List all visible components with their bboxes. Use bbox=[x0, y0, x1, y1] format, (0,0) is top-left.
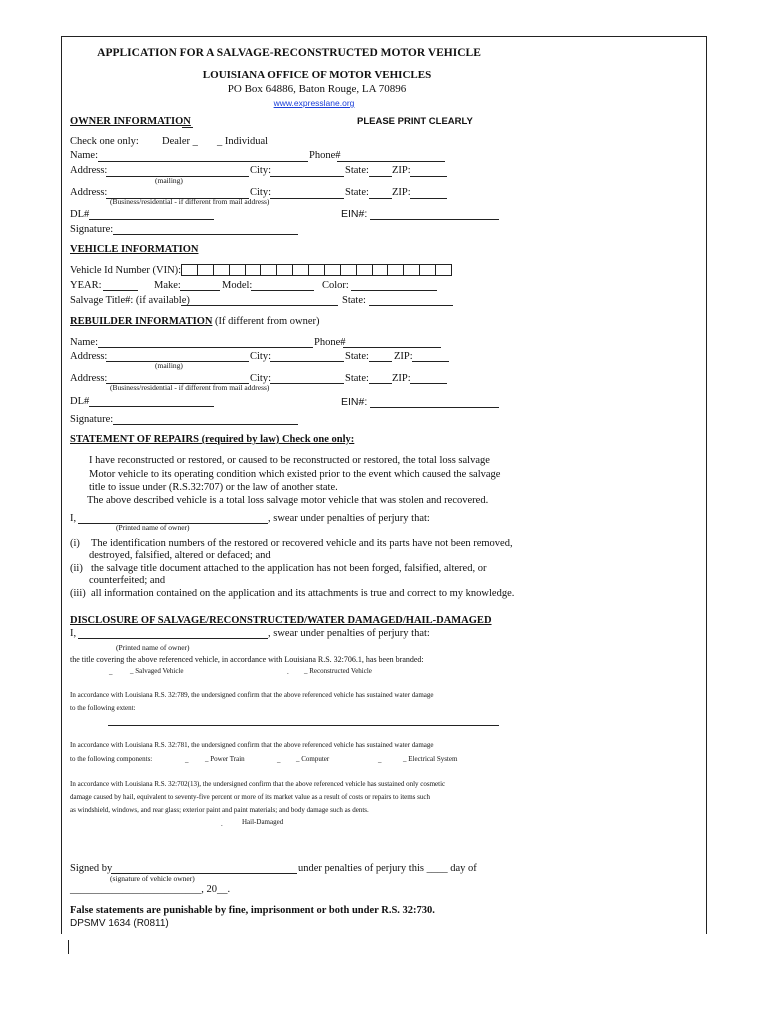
vehicle-state-field[interactable] bbox=[369, 305, 453, 306]
signed-by-label: Signed by bbox=[70, 863, 113, 874]
owner-dl-label: DL# bbox=[70, 209, 90, 220]
model-label: Model: bbox=[222, 280, 253, 291]
disclosure-swear-suffix: , swear under penalties of perjury that: bbox=[268, 628, 430, 639]
color-label: Color: bbox=[322, 280, 349, 291]
vin-cell[interactable] bbox=[357, 265, 373, 275]
vehicle-state-label: State: bbox=[342, 295, 366, 306]
rebuilder-ein-label: EIN#: bbox=[341, 396, 368, 408]
owner-name-label: Name: bbox=[70, 150, 98, 161]
owner-state2-label: State: bbox=[345, 187, 369, 198]
vin-cell[interactable] bbox=[261, 265, 277, 275]
rebuilder-city-field[interactable] bbox=[270, 361, 344, 362]
item-i-line2: destroyed, falsified, altered or defaced; and bbox=[89, 550, 271, 561]
rebuilder-address2-label: Address: bbox=[70, 373, 108, 384]
rebuilder-zip2-field[interactable] bbox=[410, 383, 447, 384]
owner-address-label: Address: bbox=[70, 165, 108, 176]
disclosure-section-heading: DISCLOSURE OF SALVAGE/RECONSTRUCTED/WATER DAMAGED/HAIL-DAMAGED bbox=[70, 615, 492, 626]
rebuilder-phone-field[interactable] bbox=[343, 347, 441, 348]
owner-address2-label: Address: bbox=[70, 187, 108, 198]
rebuilder-signature-label: Signature: bbox=[70, 414, 114, 425]
rebuilder-city2-field[interactable] bbox=[270, 383, 344, 384]
rebuilder-phone-label: Phone# bbox=[314, 337, 346, 348]
vin-cell[interactable] bbox=[182, 265, 198, 275]
check-one-label: Check one only: bbox=[70, 136, 139, 147]
color-field[interactable] bbox=[351, 290, 437, 291]
rebuilder-dl-field[interactable] bbox=[89, 406, 214, 407]
warning-text: False statements are punishable by fine, imprisonment or both under R.S. 32:730. bbox=[70, 905, 435, 916]
disclosure-swear-prefix: I, bbox=[70, 628, 77, 639]
vin-cell[interactable] bbox=[436, 265, 451, 275]
reconstructed-marker[interactable]: . bbox=[287, 668, 289, 676]
rebuilder-zip-field[interactable] bbox=[412, 361, 449, 362]
repairs-section-heading: STATEMENT OF REPAIRS (required by law) Check one only: bbox=[70, 434, 355, 445]
repairs-para1-line2: Motor vehicle to its operating condition which existed prior to the event which caused the salvage bbox=[89, 469, 501, 480]
rebuilder-state-label: State: bbox=[345, 351, 369, 362]
components-text2: to the following components: bbox=[70, 755, 153, 763]
owner-city2-label: City: bbox=[250, 187, 272, 198]
electrical-marker[interactable]: _ bbox=[378, 756, 382, 764]
repairs-swear-suffix: , swear under penalties of perjury that: bbox=[268, 513, 430, 524]
perjury-day-text: under penalties of perjury this ____ day of bbox=[298, 863, 477, 874]
date-line[interactable]: _________________________, 20__. bbox=[70, 884, 231, 895]
owner-zip-label: ZIP: bbox=[392, 165, 411, 176]
owner-state-label: State: bbox=[345, 165, 369, 176]
owner-section-heading: OWNER INFORMATION bbox=[70, 116, 191, 127]
owner-signature-field[interactable] bbox=[113, 234, 298, 235]
power-train-option[interactable]: _ Power Train bbox=[205, 755, 245, 763]
hail-text3: as windshield, windows, and rear glass; exterior paint and paint materials; and body damage such as dents. bbox=[70, 806, 369, 814]
rebuilder-section-heading: REBUILDER INFORMATION bbox=[70, 316, 213, 327]
owner-zip-field[interactable] bbox=[410, 176, 447, 177]
vin-cell[interactable] bbox=[198, 265, 214, 275]
power-train-marker[interactable]: _ bbox=[185, 756, 189, 764]
owner-city2-field[interactable] bbox=[270, 198, 344, 199]
rebuilder-subheading: (If different from owner) bbox=[215, 316, 320, 327]
rebuilder-zip-label: ZIP: bbox=[394, 351, 413, 362]
rebuilder-mailing-note: (mailing) bbox=[155, 361, 183, 370]
vin-cell[interactable] bbox=[404, 265, 420, 275]
vehicle-section-heading: VEHICLE INFORMATION bbox=[70, 244, 199, 255]
model-field[interactable] bbox=[251, 290, 314, 291]
item-ii-line1: the salvage title document attached to the application has not been forged, falsified, altered, or bbox=[91, 563, 487, 574]
dealer-option[interactable]: Dealer _ bbox=[162, 136, 198, 147]
repairs-para1-line1: I have reconstructed or restored, or caused to be reconstructed or restored, the total loss salvage bbox=[89, 455, 490, 466]
item-ii-marker: (ii) bbox=[70, 563, 83, 574]
signature-owner-note: (signature of vehicle owner) bbox=[110, 874, 195, 883]
vin-cell[interactable] bbox=[373, 265, 389, 275]
branded-text: the title covering the above referenced vehicle, in accordance with Louisiana R.S. 32:706.1, has been branded: bbox=[70, 655, 424, 664]
rebuilder-ein-field[interactable] bbox=[370, 407, 499, 408]
repairs-printed-name-note: (Printed name of owner) bbox=[116, 523, 190, 532]
owner-business-note: (Business/residential - if different from mail address) bbox=[110, 197, 270, 206]
owner-zip2-field[interactable] bbox=[410, 198, 447, 199]
owner-ein-label: EIN#: bbox=[341, 208, 368, 220]
year-label: YEAR: bbox=[70, 280, 102, 291]
owner-state-field[interactable] bbox=[369, 176, 392, 177]
rebuilder-city-label: City: bbox=[250, 351, 272, 362]
vin-cell[interactable] bbox=[246, 265, 262, 275]
vin-label: Vehicle Id Number (VIN): bbox=[70, 265, 182, 276]
hail-damaged-option[interactable]: Hail-Damaged bbox=[242, 818, 284, 826]
rebuilder-state-field[interactable] bbox=[369, 361, 392, 362]
vin-cell[interactable] bbox=[325, 265, 341, 275]
repairs-para2: The above described vehicle is a total loss salvage motor vehicle that was stolen and recovered. bbox=[87, 495, 489, 506]
form-title: APPLICATION FOR A SALVAGE-RECONSTRUCTED MOTOR VEHICLE bbox=[97, 47, 481, 59]
reconstructed-vehicle-option[interactable]: _ Reconstructed Vehicle bbox=[304, 667, 372, 675]
vin-cell[interactable] bbox=[214, 265, 230, 275]
salvage-title-label: Salvage Title#: (if available) bbox=[70, 295, 190, 306]
owner-mailing-note: (mailing) bbox=[155, 176, 183, 185]
make-label: Make: bbox=[154, 280, 181, 291]
rebuilder-business-note: (Business/residential - if different from mail address) bbox=[110, 383, 270, 392]
rebuilder-zip2-label: ZIP: bbox=[392, 373, 411, 384]
water-extent-field[interactable] bbox=[108, 725, 499, 726]
rebuilder-signature-field[interactable] bbox=[113, 424, 298, 425]
vin-cell[interactable] bbox=[293, 265, 309, 275]
owner-phone-field[interactable] bbox=[337, 161, 445, 162]
owner-phone-label: Phone# bbox=[309, 150, 341, 161]
vin-cell[interactable] bbox=[309, 265, 325, 275]
item-i-line1: The identification numbers of the restored or recovered vehicle and its parts have not been removed, bbox=[91, 538, 513, 549]
rebuilder-city2-label: City: bbox=[250, 373, 272, 384]
computer-marker[interactable]: _ bbox=[277, 756, 281, 764]
item-iii-line1: all information contained on the application and its attachments is true and correct to my knowledge. bbox=[91, 588, 515, 599]
website-link[interactable]: www.expresslane.org bbox=[273, 98, 355, 108]
water-damage-text1: In accordance with Louisiana R.S. 32:789, the undersigned confirm that the above referenced vehicle has sustained water damage bbox=[70, 691, 434, 699]
vin-cell[interactable] bbox=[420, 265, 436, 275]
owner-zip2-label: ZIP: bbox=[392, 187, 411, 198]
vin-cell[interactable] bbox=[230, 265, 246, 275]
rebuilder-state2-field[interactable] bbox=[369, 383, 392, 384]
owner-name-field[interactable] bbox=[98, 161, 308, 162]
hail-text2: damage caused by hail, equivalent to seventy-five percent or more of its market value as a result of costs or repairs to items such bbox=[70, 793, 430, 801]
electrical-system-option[interactable]: _ Electrical System bbox=[403, 755, 458, 763]
print-clearly-note: PLEASE PRINT CLEARLY bbox=[357, 116, 473, 127]
salvaged-vehicle-option[interactable]: _ Salvaged Vehicle bbox=[130, 667, 184, 675]
item-ii-line2: counterfeited; and bbox=[89, 575, 166, 586]
individual-option[interactable]: _ Individual bbox=[217, 136, 269, 147]
components-text1: In accordance with Louisiana R.S. 32:781, the undersigned confirm that the above referenced vehicle has sustained water damage bbox=[70, 741, 434, 749]
heading-underline-ext bbox=[182, 127, 193, 128]
repairs-swear-prefix: I, bbox=[70, 513, 77, 524]
repairs-para1-line3: title to issue under (R.S.32:707) or the law of another state. bbox=[89, 482, 338, 493]
vin-cell[interactable] bbox=[341, 265, 357, 275]
rebuilder-state2-label: State: bbox=[345, 373, 369, 384]
owner-city-label: City: bbox=[250, 165, 272, 176]
vin-boxes[interactable] bbox=[181, 264, 452, 276]
rebuilder-address-label: Address: bbox=[70, 351, 108, 362]
disclosure-printed-name-note: (Printed name of owner) bbox=[116, 643, 190, 652]
vin-cell[interactable] bbox=[277, 265, 293, 275]
text-cursor bbox=[68, 940, 69, 954]
hail-marker[interactable]: . bbox=[221, 820, 223, 828]
water-damage-text2: to the following extent: bbox=[70, 704, 136, 712]
rebuilder-name-label: Name: bbox=[70, 337, 98, 348]
year-field[interactable] bbox=[103, 290, 138, 291]
agency-address: PO Box 64886, Baton Rouge, LA 70896 bbox=[227, 83, 407, 95]
vin-cell[interactable] bbox=[388, 265, 404, 275]
owner-signature-label: Signature: bbox=[70, 224, 114, 235]
hail-text1: In accordance with Louisiana R.S. 32:702(13), the undersigned confirm that the above referenced vehicle has sustained only cosmetic bbox=[70, 780, 446, 788]
owner-city-field[interactable] bbox=[270, 176, 344, 177]
owner-state2-field[interactable] bbox=[369, 198, 392, 199]
owner-ein-field[interactable] bbox=[370, 219, 499, 220]
owner-dl-field[interactable] bbox=[89, 219, 214, 220]
salvaged-marker[interactable]: _ bbox=[109, 668, 113, 676]
make-field[interactable] bbox=[180, 290, 220, 291]
rebuilder-dl-label: DL# bbox=[70, 396, 90, 407]
form-number: DPSMV 1634 (R0811) bbox=[70, 918, 169, 929]
computer-option[interactable]: _ Computer bbox=[296, 755, 330, 763]
item-i-marker: (i) bbox=[70, 538, 80, 549]
rebuilder-name-field[interactable] bbox=[98, 347, 313, 348]
salvage-title-field[interactable] bbox=[181, 305, 338, 306]
item-iii-marker: (iii) bbox=[70, 588, 86, 599]
disclosure-printed-name-field[interactable] bbox=[78, 638, 268, 639]
agency-name: LOUISIANA OFFICE OF MOTOR VEHICLES bbox=[202, 69, 432, 81]
